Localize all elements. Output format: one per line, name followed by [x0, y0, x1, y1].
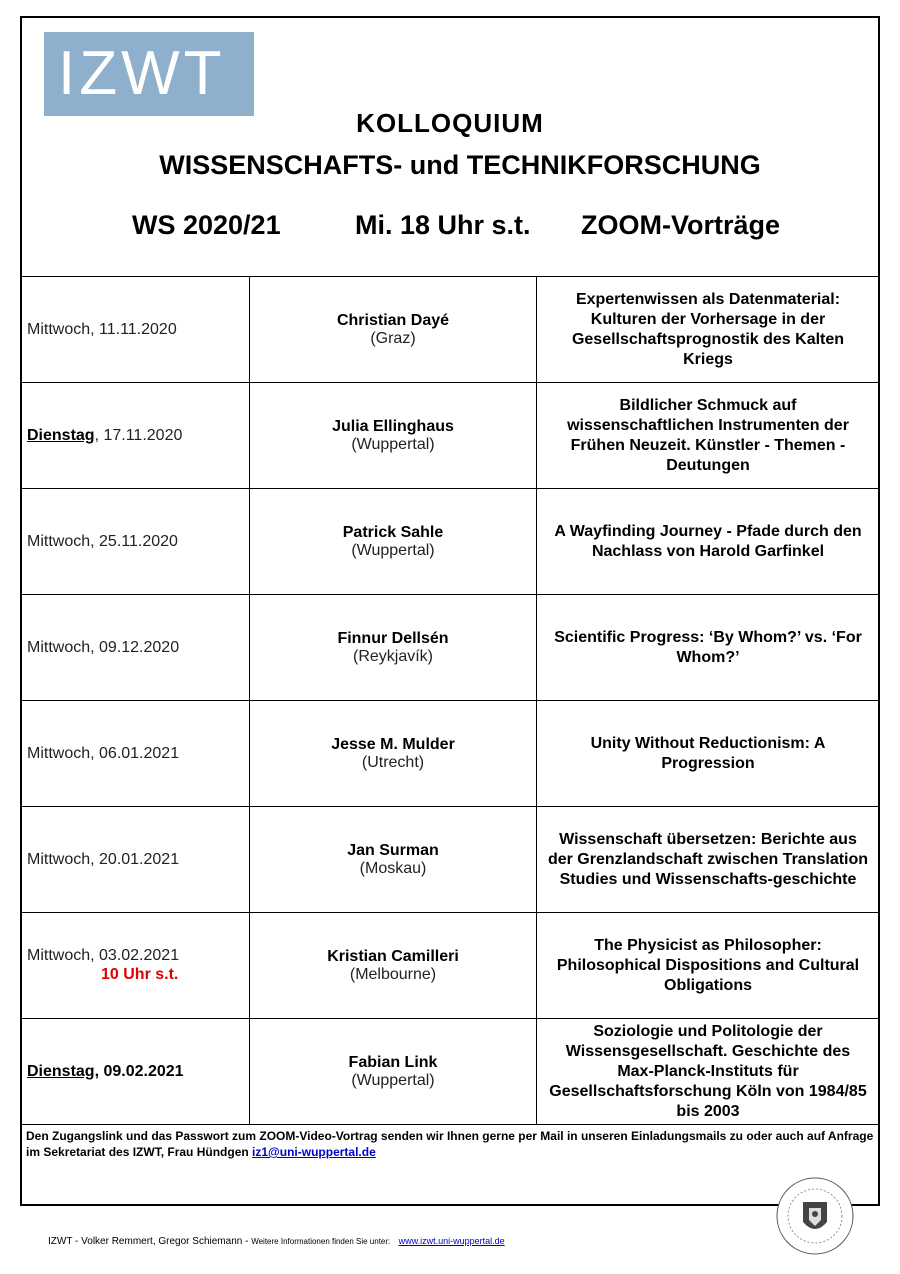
session-date-cell [21, 913, 250, 1019]
session-date-cell [21, 595, 250, 701]
speaker-name: Fabian Link [348, 1053, 438, 1071]
speaker-city: (Melbourne) [349, 965, 437, 983]
speaker-name: Kristian Camilleri [327, 947, 459, 965]
footer-info: Weitere Informationen finden Sie unter: [251, 1237, 391, 1246]
session-date-cell [21, 1019, 250, 1125]
heading-time: Mi. 18 Uhr s.t. [355, 210, 531, 240]
izwt-logo: IZWT [44, 32, 254, 116]
speaker-city: (Wuppertal) [351, 541, 435, 559]
session-date-cell [21, 383, 250, 489]
email-link[interactable]: iz1@uni-wuppertal.de [252, 1145, 376, 1159]
talk-title: A Wayfinding Journey - Pfade durch den Nachlass von Harold Garfinkel [537, 489, 880, 595]
speaker-city: (Reykjavík) [352, 647, 433, 665]
session-date: , 09.02.2021 [94, 1062, 184, 1080]
session-date: Mittwoch, 09.12.2020 [27, 638, 180, 656]
speaker-city: (Utrecht) [361, 753, 425, 771]
session-speaker-cell [250, 277, 537, 383]
table-row [21, 489, 879, 595]
table-row [21, 383, 879, 489]
talk-title: Soziologie und Politologie der Wissensgesellschaft. Geschichte des Max-Planck-Instituts für Gesellschaftsforschung Köln von 1984/85 bis 2003 [537, 1019, 880, 1125]
speaker-name: Patrick Sahle [342, 523, 444, 541]
speaker-name: Finnur Dellsén [337, 629, 449, 647]
talk-title: Expertenwissen als Datenmaterial: Kulturen der Vorhersage in der Gesellschaftsprognostik des Kalten Kriegs [537, 277, 880, 383]
session-time-note: 10 Uhr s.t. [101, 966, 179, 983]
speaker-name: Jesse M. Mulder [331, 735, 455, 753]
session-date: Mittwoch, 03.02.2021 [27, 947, 180, 964]
heading-semester: WS 2020/21 [132, 210, 281, 240]
session-date: Mittwoch, 11.11.2020 [27, 320, 177, 338]
session-date-cell [21, 489, 250, 595]
talk-title: Scientific Progress: ‘By Whom?’ vs. ‘For Whom?’ [537, 595, 880, 701]
footer [48, 1236, 505, 1247]
session-speaker-cell [250, 489, 537, 595]
session-date: Mittwoch, 06.01.2021 [27, 744, 180, 762]
schedule-table [21, 276, 879, 1125]
talk-title: Unity Without Reductionism: A Progression [537, 701, 880, 807]
session-speaker-cell [250, 807, 537, 913]
footer-org: IZWT - Volker Remmert, Gregor Schiemann - [48, 1236, 249, 1247]
footer-url-link[interactable]: www.izwt.uni-wuppertal.de [398, 1236, 505, 1246]
session-date: Mittwoch, 20.01.2021 [27, 850, 180, 868]
talk-title: Wissenschaft übersetzen: Berichte aus der Grenzlandschaft zwischen Translation Studies und Wissenschafts-geschichte [537, 807, 880, 913]
speaker-name: Julia Ellinghaus [332, 417, 454, 435]
table-row [21, 701, 879, 807]
session-speaker-cell [250, 1019, 537, 1125]
heading-kolloquium: KOLLOQUIUM [356, 108, 544, 138]
speaker-city: (Wuppertal) [351, 435, 435, 453]
heading-format: ZOOM-Vorträge [581, 210, 781, 240]
table-row [21, 595, 879, 701]
speaker-name: Christian Dayé [336, 311, 450, 329]
talk-title: Bildlicher Schmuck auf wissenschaftlichen Instrumenten der Frühen Neuzeit. Künstler - Themen - Deutungen [537, 383, 880, 489]
heading-subtitle: WISSENSCHAFTS- und TECHNIKFORSCHUNG [159, 150, 761, 180]
session-date: , 17.11.2020 [94, 426, 183, 444]
table-row [21, 1019, 879, 1125]
university-seal-icon [775, 1176, 855, 1256]
session-date-cell [21, 277, 250, 383]
access-note [26, 1128, 876, 1160]
speaker-name: Jan Surman [347, 841, 439, 859]
speaker-city: (Moskau) [359, 859, 427, 877]
speaker-city: (Wuppertal) [351, 1071, 435, 1089]
session-weekday: Dienstag [27, 1062, 95, 1080]
table-row [21, 277, 879, 383]
session-weekday: Dienstag [27, 426, 95, 444]
session-date-cell [21, 701, 250, 807]
session-speaker-cell [250, 595, 537, 701]
access-note-text: Den Zugangslink und das Passwort zum ZOOM-Video-Vortrag senden wir Ihnen gerne per Mail in unseren Einladungsmails zu oder auch auf Anfrage im Sekretariat des IZWT, Frau Hündgen [26, 1129, 874, 1159]
table-row [21, 807, 879, 913]
session-date-cell [21, 807, 250, 913]
talk-title: The Physicist as Philosopher: Philosophical Dispositions and Cultural Obligations [537, 913, 880, 1019]
table-row [21, 913, 879, 1019]
session-speaker-cell [250, 701, 537, 807]
session-speaker-cell [250, 913, 537, 1019]
speaker-city: (Graz) [370, 329, 416, 347]
session-date: Mittwoch, 25.11.2020 [27, 532, 178, 550]
session-speaker-cell [250, 383, 537, 489]
